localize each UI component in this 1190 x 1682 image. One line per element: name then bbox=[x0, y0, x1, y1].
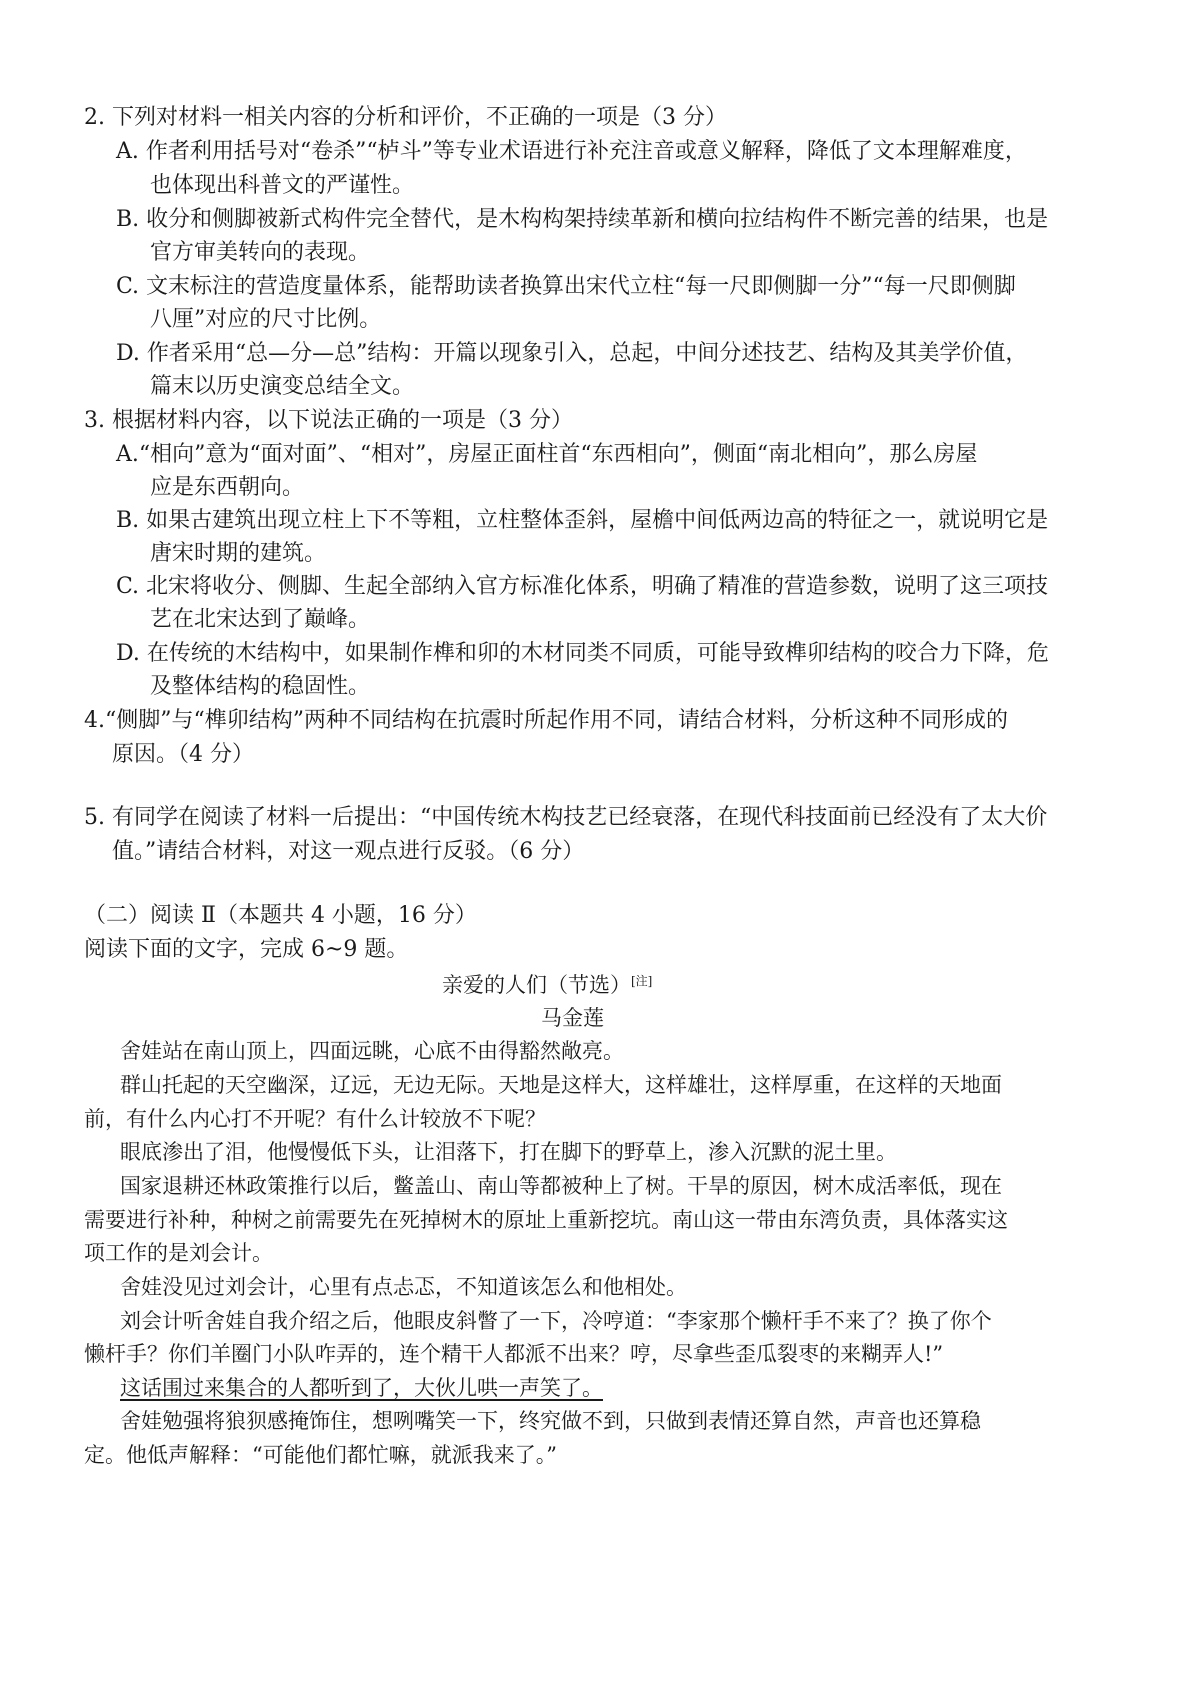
question-3-option-d: D. 在传统的木结构中，如果制作榫和卯的木材同类不同质，可能导致榫卯结构的咬合力下降，危 bbox=[116, 641, 1049, 666]
question-3-stem: 3. 根据材料内容，以下说法正确的一项是（3 分） bbox=[84, 408, 573, 433]
question-3-option-c-cont: 艺在北宋达到了巅峰。 bbox=[150, 607, 371, 632]
question-3-option-a: A.“相向”意为“面对面”、“相对”，房屋正面柱首“东西相向”，侧面“南北相向”，那么房屋 bbox=[116, 442, 978, 467]
question-2-option-c-cont: 八厘”对应的尺寸比例。 bbox=[150, 307, 382, 332]
passage-paragraph-3: 眼底渗出了泪，他慢慢低下头，让泪落下，打在脚下的野草上，渗入沉默的泥土里。 bbox=[120, 1140, 897, 1164]
question-4-stem-cont: 原因。（4 分） bbox=[112, 742, 254, 767]
question-2-option-a-cont: 也体现出科普文的严谨性。 bbox=[150, 173, 415, 198]
passage-paragraph-5: 舍娃没见过刘会计，心里有点忐忑，不知道该怎么和他相处。 bbox=[120, 1275, 687, 1299]
passage-paragraph-4-cont: 需要进行补种，种树之前需要先在死掉树木的原址上重新挖坑。南山这一带由东湾负责，具体落实这 bbox=[84, 1208, 1008, 1232]
passage-paragraph-1: 舍娃站在南山顶上，四面远眺，心底不由得豁然敞亮。 bbox=[120, 1039, 624, 1063]
question-3-option-d-cont: 及整体结构的稳固性。 bbox=[150, 674, 371, 699]
question-2-option-b: B. 收分和侧脚被新式构件完全替代，是木构构架持续革新和横向拉结构件不断完善的结果，也是 bbox=[116, 207, 1049, 232]
passage-title bbox=[442, 970, 652, 1000]
question-2-option-d-cont: 篇末以历史演变总结全文。 bbox=[150, 374, 415, 399]
passage-paragraph-8-cont: 定。他低声解释：“可能他们都忙嘛，就派我来了。” bbox=[84, 1443, 557, 1467]
passage-paragraph-7-underlined: 这话围过来集合的人都听到了，大伙儿哄一声笑了。 bbox=[120, 1376, 603, 1400]
question-3-option-b-cont: 唐宋时期的建筑。 bbox=[150, 541, 327, 566]
section-heading: （二）阅读 Ⅱ（本题共 4 小题，16 分） bbox=[84, 903, 477, 928]
passage-title-text: 亲爱的人们（节选） bbox=[442, 973, 631, 997]
passage-paragraph-6-cont: 懒杆手？你们羊圈门小队咋弄的，连个精干人都派不出来？哼，尽拿些歪瓜裂枣的来糊弄人!” bbox=[84, 1342, 944, 1366]
passage-paragraph-4-cont-2: 项工作的是刘会计。 bbox=[84, 1241, 273, 1265]
question-3-option-c: C. 北宋将收分、侧脚、生起全部纳入官方标准化体系，明确了精准的营造参数，说明了这三项技 bbox=[116, 574, 1049, 599]
passage-author: 马金莲 bbox=[541, 1006, 604, 1030]
question-2-option-c: C. 文末标注的营造度量体系，能帮助读者换算出宋代立柱“每一尺即侧脚一分”“每一尺即侧脚 bbox=[116, 274, 1016, 299]
passage-paragraph-4: 国家退耕还林政策推行以后，鳖盖山、南山等都被种上了树。干旱的原因，树木成活率低，现在 bbox=[120, 1174, 1002, 1198]
passage-paragraph-2-cont: 前，有什么内心打不开呢？有什么计较放不下呢？ bbox=[84, 1107, 546, 1131]
passage-paragraph-6: 刘会计听舍娃自我介绍之后，他眼皮斜瞥了一下，冷哼道：“李家那个懒杆手不来了？换了你个 bbox=[120, 1309, 992, 1333]
title-note-marker: [注] bbox=[631, 974, 653, 988]
question-4-stem: 4.“侧脚”与“榫卯结构”两种不同结构在抗震时所起作用不同，请结合材料，分析这种不同形成的 bbox=[84, 708, 1008, 733]
question-3-option-b: B. 如果古建筑出现立柱上下不等粗，立柱整体歪斜，屋檐中间低两边高的特征之一，就说明它是 bbox=[116, 508, 1049, 533]
question-2-stem: 2. 下列对材料一相关内容的分析和评价，不正确的一项是（3 分） bbox=[84, 105, 727, 130]
question-5-stem: 5. 有同学在阅读了材料一后提出：“中国传统木构技艺已经衰落，在现代科技面前已经没有了太大价 bbox=[84, 805, 1048, 830]
section-instruction: 阅读下面的文字，完成 6~9 题。 bbox=[84, 937, 409, 962]
question-2-option-b-cont: 官方审美转向的表现。 bbox=[150, 240, 371, 265]
question-3-option-a-cont: 应是东西朝向。 bbox=[150, 475, 305, 500]
question-2-option-d: D. 作者采用“总—分—总”结构：开篇以现象引入，总起，中间分述技艺、结构及其美学价值， bbox=[116, 341, 1028, 366]
question-5-stem-cont: 值。”请结合材料，对这一观点进行反驳。（6 分） bbox=[112, 839, 585, 864]
passage-paragraph-2: 群山托起的天空幽深，辽远，无边无际。天地是这样大，这样雄壮，这样厚重，在这样的天地面 bbox=[120, 1073, 1002, 1097]
question-2-option-a: A. 作者利用括号对“卷杀”“栌斗”等专业术语进行补充注音或意义解释，降低了文本理解难度， bbox=[116, 139, 1027, 164]
passage-paragraph-8: 舍娃勉强将狼狈感掩饰住，想咧嘴笑一下，终究做不到，只做到表情还算自然，声音也还算稳 bbox=[120, 1409, 981, 1433]
